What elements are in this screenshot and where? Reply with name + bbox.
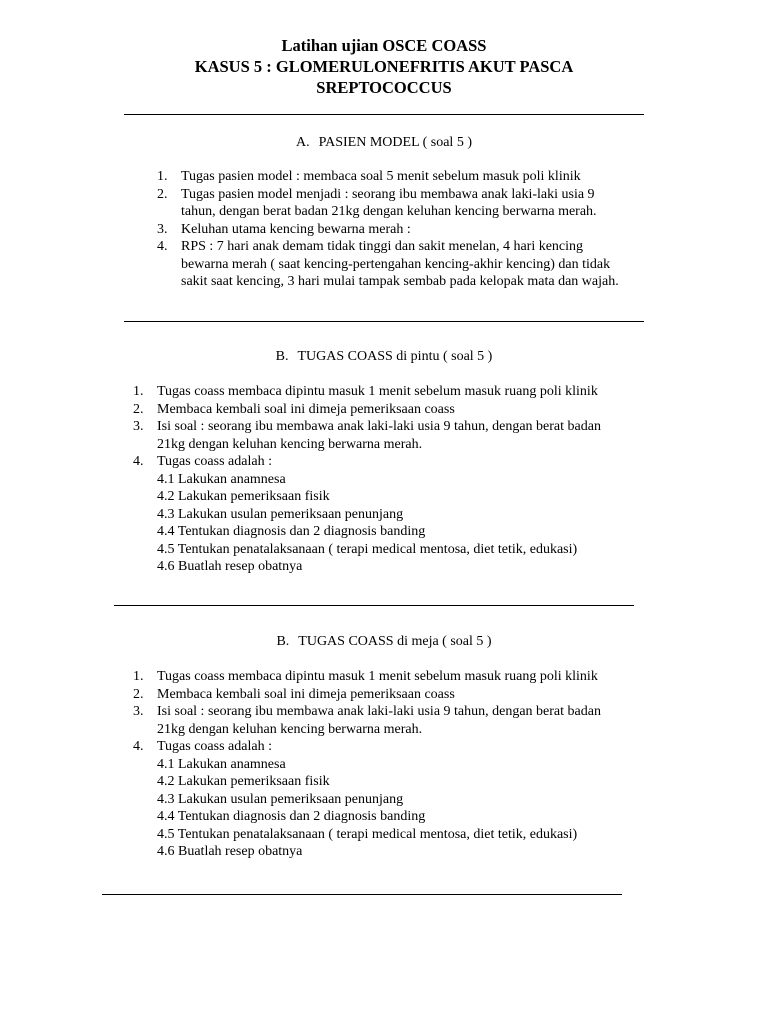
list-item bbox=[133, 401, 601, 419]
list-item-number: 4. bbox=[157, 239, 168, 254]
list-item-line: Keluhan utama kencing bewarna merah : bbox=[181, 221, 411, 237]
list-item-line: Isi soal : seorang ibu membawa anak laki-laki usia 9 tahun, dengan berat badan bbox=[157, 704, 601, 719]
section-a-list bbox=[157, 168, 619, 291]
list-item-number: 1. bbox=[133, 384, 144, 399]
list-item-line: Tugas coass adalah : bbox=[157, 454, 272, 469]
section-b2-letter: B. bbox=[276, 634, 290, 649]
list-item-number: 2. bbox=[133, 401, 144, 417]
divider-3 bbox=[114, 605, 634, 606]
list-item-line: tahun, dengan berat badan 21kg dengan keluhan kencing berwarna merah. bbox=[181, 204, 597, 219]
list-item-line: 4.3 Lakukan usulan pemeriksaan penunjang bbox=[157, 506, 404, 522]
list-item-number: 3. bbox=[133, 704, 144, 719]
list-item-line: 4.2 Lakukan pemeriksaan fisik bbox=[157, 489, 330, 504]
title-line-1: Latihan ujian OSCE COASS bbox=[281, 36, 487, 55]
section-a-title: PASIEN MODEL ( soal 5 ) bbox=[318, 135, 472, 150]
list-item-line: Tugas coass membaca dipintu masuk 1 menit sebelum masuk ruang poli klinik bbox=[157, 384, 598, 399]
list-item bbox=[157, 186, 619, 221]
list-item-number: 2. bbox=[157, 186, 168, 202]
list-item bbox=[133, 453, 601, 576]
section-a-letter: A. bbox=[296, 135, 310, 150]
list-item bbox=[133, 418, 601, 453]
list-item-line: 21kg dengan keluhan kencing berwarna merah. bbox=[157, 721, 423, 737]
list-item-line: 4.6 Buatlah resep obatnya bbox=[157, 844, 303, 859]
section-a-heading bbox=[0, 134, 768, 152]
divider-1 bbox=[124, 114, 644, 115]
document-title bbox=[0, 35, 768, 98]
list-item-number: 4. bbox=[133, 739, 144, 754]
list-item-number: 3. bbox=[133, 419, 144, 434]
list-item bbox=[133, 668, 601, 686]
list-item-line: 4.4 Tentukan diagnosis dan 2 diagnosis banding bbox=[157, 524, 426, 539]
section-b2-list bbox=[133, 668, 601, 861]
section-b1-heading bbox=[0, 348, 768, 366]
list-item bbox=[157, 238, 619, 291]
title-line-2: KASUS 5 : GLOMERULONEFRITIS AKUT PASCA bbox=[194, 57, 574, 76]
list-item bbox=[157, 221, 619, 239]
section-b1-list bbox=[133, 383, 601, 576]
list-item-number: 1. bbox=[157, 169, 168, 184]
list-item-line: Tugas coass adalah : bbox=[157, 739, 272, 754]
list-item-line: 4.3 Lakukan usulan pemeriksaan penunjang bbox=[157, 791, 404, 807]
list-item-line: 4.4 Tentukan diagnosis dan 2 diagnosis banding bbox=[157, 809, 426, 824]
list-item-line: Isi soal : seorang ibu membawa anak laki-laki usia 9 tahun, dengan berat badan bbox=[157, 419, 601, 434]
list-item-line: Tugas pasien model menjadi : seorang ibu membawa anak laki-laki usia 9 bbox=[181, 186, 595, 202]
list-item bbox=[157, 168, 619, 186]
section-b1-title: TUGAS COASS di pintu ( soal 5 ) bbox=[297, 349, 493, 364]
list-item-line: Membaca kembali soal ini dimeja pemeriksaan coass bbox=[157, 686, 455, 702]
list-item-line: Tugas coass membaca dipintu masuk 1 menit sebelum masuk ruang poli klinik bbox=[157, 669, 598, 684]
list-item-line: Tugas pasien model : membaca soal 5 menit sebelum masuk poli klinik bbox=[181, 169, 581, 184]
list-item-line: sakit saat kencing, 3 hari mulai tampak sembab pada kelopak mata dan wajah. bbox=[181, 274, 619, 289]
section-b2-heading bbox=[0, 633, 768, 651]
list-item-line: 4.1 Lakukan anamnesa bbox=[157, 756, 286, 772]
section-b2-title: TUGAS COASS di meja ( soal 5 ) bbox=[298, 634, 492, 649]
divider-2 bbox=[124, 321, 644, 322]
divider-4 bbox=[102, 894, 622, 895]
list-item-line: 4.2 Lakukan pemeriksaan fisik bbox=[157, 774, 330, 789]
list-item-number: 3. bbox=[157, 221, 168, 237]
list-item-line: 21kg dengan keluhan kencing berwarna merah. bbox=[157, 436, 423, 452]
list-item-line: Membaca kembali soal ini dimeja pemeriksaan coass bbox=[157, 401, 455, 417]
list-item bbox=[133, 738, 601, 861]
list-item-number: 4. bbox=[133, 454, 144, 469]
list-item bbox=[133, 383, 601, 401]
list-item-number: 2. bbox=[133, 686, 144, 702]
title-line-3: SREPTOCOCCUS bbox=[316, 78, 452, 97]
list-item-line: 4.1 Lakukan anamnesa bbox=[157, 471, 286, 487]
list-item-line: 4.5 Tentukan penatalaksanaan ( terapi medical mentosa, diet tetik, edukasi) bbox=[157, 826, 578, 842]
list-item-line: RPS : 7 hari anak demam tidak tinggi dan sakit menelan, 4 hari kencing bbox=[181, 239, 584, 254]
list-item-line: 4.5 Tentukan penatalaksanaan ( terapi medical mentosa, diet tetik, edukasi) bbox=[157, 541, 578, 557]
list-item-line: bewarna merah ( saat kencing-pertengahan kencing-akhir kencing) dan tidak bbox=[181, 256, 611, 272]
list-item-line: 4.6 Buatlah resep obatnya bbox=[157, 559, 303, 574]
list-item bbox=[133, 703, 601, 738]
section-b1-letter: B. bbox=[275, 349, 289, 364]
list-item bbox=[133, 686, 601, 704]
list-item-number: 1. bbox=[133, 669, 144, 684]
